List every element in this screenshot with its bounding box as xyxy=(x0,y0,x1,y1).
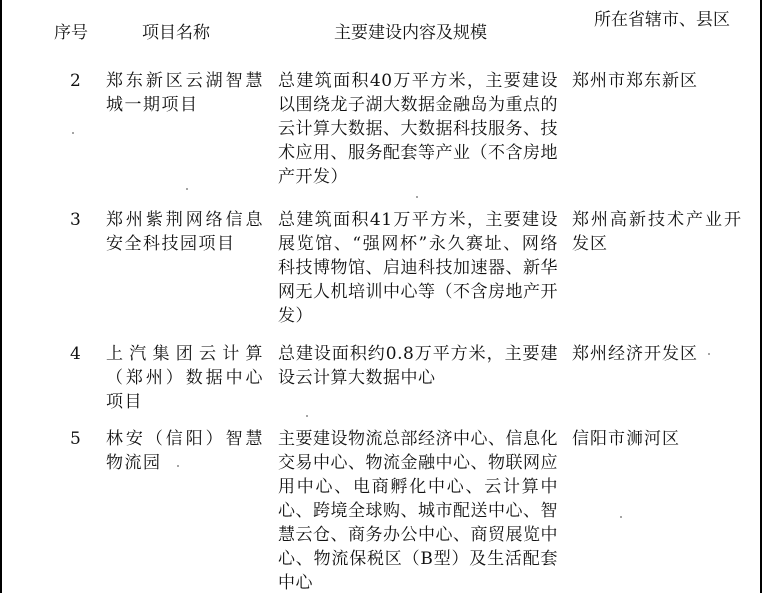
project-location: 郑州市郑东新区 xyxy=(572,71,698,91)
row-number: 5 xyxy=(70,429,81,449)
scan-speck xyxy=(72,132,74,134)
scan-speck xyxy=(186,188,188,190)
project-name: 郑州紫荆网络信息安全科技园项目 xyxy=(106,210,264,254)
project-name: 林安（信阳）智慧物流园 xyxy=(106,429,264,473)
project-content: 总建设面积约0.8万平方米，主要建设云计算大数据中心 xyxy=(278,344,558,388)
scan-speck xyxy=(708,353,710,355)
project-location: 郑州经济开发区 xyxy=(572,344,698,364)
table-header xyxy=(0,0,762,60)
scan-speck xyxy=(620,516,622,518)
scan-speck xyxy=(416,196,418,198)
header-content: 主要建设内容及规模 xyxy=(334,23,487,43)
project-name: 上汽集团云计算（郑州）数据中心项目 xyxy=(106,344,264,412)
header-location: 所在省辖市、县区 xyxy=(594,10,730,30)
project-content: 总建筑面积41万平方米，主要建设展览馆、“强网杯”永久赛址、网络科技博物馆、启迪科技加速器、新华网无人机培训中心等（不含房地产开发） xyxy=(278,210,558,326)
header-seq: 序号 xyxy=(54,23,88,43)
scan-speck xyxy=(306,415,308,417)
project-location: 信阳市浉河区 xyxy=(572,429,680,449)
scan-speck xyxy=(177,465,179,467)
project-location: 郑州高新技术产业开发区 xyxy=(572,210,742,254)
header-project-name: 项目名称 xyxy=(142,23,210,43)
row-number: 2 xyxy=(70,71,81,91)
row-number: 3 xyxy=(70,210,81,230)
project-content: 主要建设物流总部经济中心、信息化交易中心、物流金融中心、物联网应用中心、电商孵化中心、云计算中心、跨境全球购、城市配送中心、智慧云仓、商务办公中心、商贸展览中心、物流保税区（B型）及生活配套中心 xyxy=(278,429,558,593)
project-content: 总建筑面积40万平方米，主要建设以围绕龙子湖大数据金融岛为重点的云计算大数据、大数据科技服务、技术应用、服务配套等产业（不含房地产开发） xyxy=(278,71,558,187)
row-number: 4 xyxy=(70,344,81,364)
left-border xyxy=(0,0,2,593)
project-name: 郑东新区云湖智慧城一期项目 xyxy=(106,71,264,115)
